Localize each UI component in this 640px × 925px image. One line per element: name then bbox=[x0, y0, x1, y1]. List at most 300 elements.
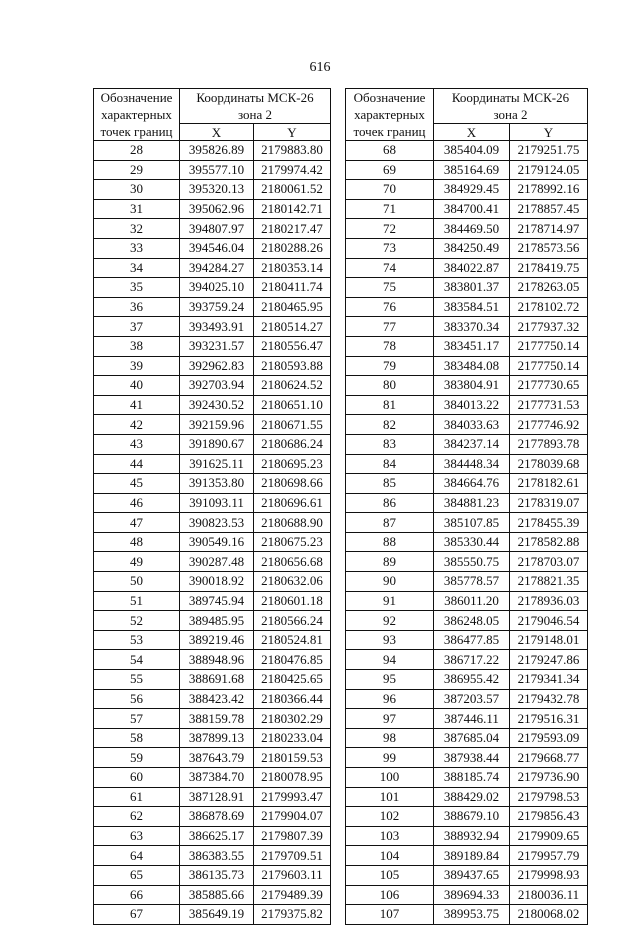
y-coordinate-cell: 2179341.34 bbox=[510, 670, 588, 690]
point-id-cell: 50 bbox=[94, 572, 180, 592]
x-coordinate-cell: 386135.73 bbox=[180, 865, 254, 885]
point-id-cell: 59 bbox=[94, 748, 180, 768]
table-row bbox=[94, 689, 331, 709]
table-row bbox=[94, 709, 331, 729]
table-row bbox=[94, 258, 331, 278]
x-coordinate-cell: 391093.11 bbox=[180, 493, 254, 513]
table-row bbox=[346, 493, 588, 513]
y-coordinate-cell: 2180656.68 bbox=[254, 552, 331, 572]
point-id-cell: 94 bbox=[346, 650, 434, 670]
y-coordinate-cell: 2180556.47 bbox=[254, 336, 331, 356]
point-id-cell: 65 bbox=[94, 865, 180, 885]
point-designation-header-line: Обозначение bbox=[100, 90, 173, 105]
table-row bbox=[346, 219, 588, 239]
point-id-cell: 76 bbox=[346, 297, 434, 317]
x-coordinate-cell: 384664.76 bbox=[434, 474, 510, 494]
y-coordinate-cell: 2179856.43 bbox=[510, 807, 588, 827]
x-coordinate-cell: 383804.91 bbox=[434, 376, 510, 396]
point-id-cell: 31 bbox=[94, 199, 180, 219]
point-id-cell: 38 bbox=[94, 336, 180, 356]
x-coordinate-cell: 391353.80 bbox=[180, 474, 254, 494]
page-number: 616 bbox=[309, 60, 331, 75]
x-coordinate-cell: 386878.69 bbox=[180, 807, 254, 827]
point-id-cell: 79 bbox=[346, 356, 434, 376]
y-header: Y bbox=[510, 124, 588, 141]
table-row bbox=[94, 650, 331, 670]
table-row bbox=[346, 905, 588, 925]
x-coordinate-cell: 395826.89 bbox=[180, 141, 254, 161]
y-coordinate-cell: 2180061.52 bbox=[254, 180, 331, 200]
table-row bbox=[346, 552, 588, 572]
y-coordinate-cell: 2179993.47 bbox=[254, 787, 331, 807]
point-id-cell: 90 bbox=[346, 572, 434, 592]
y-coordinate-cell: 2180302.29 bbox=[254, 709, 331, 729]
x-coordinate-cell: 387643.79 bbox=[180, 748, 254, 768]
table-row bbox=[346, 454, 588, 474]
x-coordinate-cell: 388679.10 bbox=[434, 807, 510, 827]
table-row bbox=[94, 846, 331, 866]
y-coordinate-cell: 2178857.45 bbox=[510, 199, 588, 219]
table-row bbox=[94, 552, 331, 572]
point-id-cell: 64 bbox=[94, 846, 180, 866]
point-id-cell: 83 bbox=[346, 434, 434, 454]
x-coordinate-cell: 388691.68 bbox=[180, 670, 254, 690]
point-id-cell: 45 bbox=[94, 474, 180, 494]
table-row bbox=[94, 278, 331, 298]
coordinates-table-left bbox=[93, 88, 331, 925]
x-coordinate-cell: 395577.10 bbox=[180, 160, 254, 180]
table-row bbox=[94, 199, 331, 219]
y-coordinate-cell: 2180686.24 bbox=[254, 434, 331, 454]
y-coordinate-cell: 2180036.11 bbox=[510, 885, 588, 905]
table-row bbox=[94, 297, 331, 317]
x-coordinate-cell: 386248.05 bbox=[434, 611, 510, 631]
point-id-cell: 81 bbox=[346, 395, 434, 415]
x-coordinate-cell: 394284.27 bbox=[180, 258, 254, 278]
x-coordinate-cell: 387899.13 bbox=[180, 728, 254, 748]
y-coordinate-cell: 2179798.53 bbox=[510, 787, 588, 807]
point-designation-header-line: точек границ bbox=[353, 124, 426, 139]
table-row bbox=[346, 630, 588, 650]
y-coordinate-cell: 2180524.81 bbox=[254, 630, 331, 650]
point-id-cell: 43 bbox=[94, 434, 180, 454]
table-row bbox=[346, 807, 588, 827]
point-designation-header-line: точек границ bbox=[100, 124, 173, 139]
coordinates-table-right bbox=[345, 88, 588, 925]
y-coordinate-cell: 2180651.10 bbox=[254, 395, 331, 415]
x-coordinate-cell: 385778.57 bbox=[434, 572, 510, 592]
y-coordinate-cell: 2179247.86 bbox=[510, 650, 588, 670]
y-coordinate-cell: 2177750.14 bbox=[510, 356, 588, 376]
table-row bbox=[346, 278, 588, 298]
y-coordinate-cell: 2179883.80 bbox=[254, 141, 331, 161]
x-coordinate-cell: 392430.52 bbox=[180, 395, 254, 415]
x-coordinate-cell: 391625.11 bbox=[180, 454, 254, 474]
point-id-cell: 96 bbox=[346, 689, 434, 709]
x-coordinate-cell: 386383.55 bbox=[180, 846, 254, 866]
x-coordinate-cell: 387128.91 bbox=[180, 787, 254, 807]
table-row bbox=[346, 336, 588, 356]
point-id-cell: 85 bbox=[346, 474, 434, 494]
y-coordinate-cell: 2180624.52 bbox=[254, 376, 331, 396]
x-coordinate-cell: 395320.13 bbox=[180, 180, 254, 200]
table-row bbox=[346, 434, 588, 454]
table-row bbox=[94, 670, 331, 690]
table-row bbox=[346, 885, 588, 905]
table-row bbox=[346, 415, 588, 435]
point-id-cell: 92 bbox=[346, 611, 434, 631]
table-row bbox=[346, 787, 588, 807]
x-coordinate-cell: 388948.96 bbox=[180, 650, 254, 670]
point-id-cell: 42 bbox=[94, 415, 180, 435]
coordinates-header-line: зона 2 bbox=[237, 107, 273, 122]
x-coordinate-cell: 384013.22 bbox=[434, 395, 510, 415]
table-row bbox=[346, 826, 588, 846]
y-coordinate-cell: 2179668.77 bbox=[510, 748, 588, 768]
x-coordinate-cell: 388932.94 bbox=[434, 826, 510, 846]
y-coordinate-cell: 2178573.56 bbox=[510, 238, 588, 258]
y-coordinate-cell: 2178039.68 bbox=[510, 454, 588, 474]
point-id-cell: 80 bbox=[346, 376, 434, 396]
point-designation-header-line: Обозначение bbox=[353, 90, 426, 105]
point-id-cell: 44 bbox=[94, 454, 180, 474]
y-coordinate-cell: 2178992.16 bbox=[510, 180, 588, 200]
x-coordinate-cell: 386625.17 bbox=[180, 826, 254, 846]
x-coordinate-cell: 384033.63 bbox=[434, 415, 510, 435]
point-id-cell: 82 bbox=[346, 415, 434, 435]
table-row bbox=[94, 454, 331, 474]
point-id-cell: 105 bbox=[346, 865, 434, 885]
y-coordinate-cell: 2177731.53 bbox=[510, 395, 588, 415]
y-coordinate-cell: 2180411.74 bbox=[254, 278, 331, 298]
y-coordinate-cell: 2180142.71 bbox=[254, 199, 331, 219]
x-coordinate-cell: 385107.85 bbox=[434, 513, 510, 533]
x-coordinate-cell: 393759.24 bbox=[180, 297, 254, 317]
table-row bbox=[94, 180, 331, 200]
point-id-cell: 101 bbox=[346, 787, 434, 807]
point-id-cell: 55 bbox=[94, 670, 180, 690]
x-coordinate-cell: 390549.16 bbox=[180, 532, 254, 552]
y-coordinate-cell: 2180696.61 bbox=[254, 493, 331, 513]
y-coordinate-cell: 2179736.90 bbox=[510, 768, 588, 788]
y-coordinate-cell: 2180514.27 bbox=[254, 317, 331, 337]
point-id-cell: 70 bbox=[346, 180, 434, 200]
x-coordinate-cell: 394807.97 bbox=[180, 219, 254, 239]
point-designation-header bbox=[346, 89, 434, 141]
y-coordinate-cell: 2180593.88 bbox=[254, 356, 331, 376]
point-id-cell: 37 bbox=[94, 317, 180, 337]
y-coordinate-cell: 2180695.23 bbox=[254, 454, 331, 474]
table-row bbox=[94, 356, 331, 376]
y-coordinate-cell: 2180425.65 bbox=[254, 670, 331, 690]
point-id-cell: 29 bbox=[94, 160, 180, 180]
x-coordinate-cell: 387685.04 bbox=[434, 728, 510, 748]
y-coordinate-cell: 2179251.75 bbox=[510, 141, 588, 161]
point-id-cell: 53 bbox=[94, 630, 180, 650]
point-id-cell: 68 bbox=[346, 141, 434, 161]
y-header: Y bbox=[254, 124, 331, 141]
x-coordinate-cell: 385330.44 bbox=[434, 532, 510, 552]
x-coordinate-cell: 384700.41 bbox=[434, 199, 510, 219]
x-coordinate-cell: 384881.23 bbox=[434, 493, 510, 513]
point-id-cell: 100 bbox=[346, 768, 434, 788]
y-coordinate-cell: 2180233.04 bbox=[254, 728, 331, 748]
x-coordinate-cell: 387938.44 bbox=[434, 748, 510, 768]
y-coordinate-cell: 2179603.11 bbox=[254, 865, 331, 885]
point-id-cell: 61 bbox=[94, 787, 180, 807]
y-coordinate-cell: 2180288.26 bbox=[254, 238, 331, 258]
x-coordinate-cell: 389745.94 bbox=[180, 591, 254, 611]
x-coordinate-cell: 384250.49 bbox=[434, 238, 510, 258]
point-id-cell: 54 bbox=[94, 650, 180, 670]
point-id-cell: 40 bbox=[94, 376, 180, 396]
table-row bbox=[346, 709, 588, 729]
point-id-cell: 36 bbox=[94, 297, 180, 317]
x-coordinate-cell: 392962.83 bbox=[180, 356, 254, 376]
y-coordinate-cell: 2179375.82 bbox=[254, 905, 331, 925]
table-row bbox=[346, 689, 588, 709]
table-row bbox=[346, 356, 588, 376]
table-row bbox=[346, 846, 588, 866]
table-row bbox=[94, 395, 331, 415]
y-coordinate-cell: 2178936.03 bbox=[510, 591, 588, 611]
point-id-cell: 89 bbox=[346, 552, 434, 572]
point-id-cell: 78 bbox=[346, 336, 434, 356]
x-coordinate-cell: 387203.57 bbox=[434, 689, 510, 709]
table-row bbox=[94, 219, 331, 239]
y-coordinate-cell: 2180353.14 bbox=[254, 258, 331, 278]
point-id-cell: 87 bbox=[346, 513, 434, 533]
y-coordinate-cell: 2178102.72 bbox=[510, 297, 588, 317]
y-coordinate-cell: 2180675.23 bbox=[254, 532, 331, 552]
point-designation-header bbox=[94, 89, 180, 141]
point-id-cell: 33 bbox=[94, 238, 180, 258]
x-coordinate-cell: 387384.70 bbox=[180, 768, 254, 788]
y-coordinate-cell: 2180476.85 bbox=[254, 650, 331, 670]
x-header: X bbox=[180, 124, 254, 141]
x-coordinate-cell: 389189.84 bbox=[434, 846, 510, 866]
y-coordinate-cell: 2179489.39 bbox=[254, 885, 331, 905]
point-id-cell: 98 bbox=[346, 728, 434, 748]
table-row bbox=[94, 826, 331, 846]
x-coordinate-cell: 383801.37 bbox=[434, 278, 510, 298]
x-coordinate-cell: 390018.92 bbox=[180, 572, 254, 592]
table-row bbox=[94, 141, 331, 161]
table-row bbox=[346, 670, 588, 690]
x-coordinate-cell: 395062.96 bbox=[180, 199, 254, 219]
point-id-cell: 34 bbox=[94, 258, 180, 278]
y-coordinate-cell: 2179516.31 bbox=[510, 709, 588, 729]
x-coordinate-cell: 384022.87 bbox=[434, 258, 510, 278]
point-id-cell: 35 bbox=[94, 278, 180, 298]
table-row bbox=[346, 317, 588, 337]
x-coordinate-cell: 385164.69 bbox=[434, 160, 510, 180]
x-coordinate-cell: 390287.48 bbox=[180, 552, 254, 572]
table-row bbox=[94, 238, 331, 258]
table-row bbox=[94, 905, 331, 925]
y-coordinate-cell: 2180632.06 bbox=[254, 572, 331, 592]
table-row bbox=[94, 787, 331, 807]
point-id-cell: 72 bbox=[346, 219, 434, 239]
table-row bbox=[94, 728, 331, 748]
table-row bbox=[346, 199, 588, 219]
table-row bbox=[94, 336, 331, 356]
y-coordinate-cell: 2180601.18 bbox=[254, 591, 331, 611]
y-coordinate-cell: 2179998.93 bbox=[510, 865, 588, 885]
coordinates-header bbox=[180, 89, 331, 124]
coordinates-header bbox=[434, 89, 588, 124]
x-coordinate-cell: 386011.20 bbox=[434, 591, 510, 611]
y-coordinate-cell: 2180465.95 bbox=[254, 297, 331, 317]
y-coordinate-cell: 2178455.39 bbox=[510, 513, 588, 533]
point-id-cell: 88 bbox=[346, 532, 434, 552]
point-id-cell: 103 bbox=[346, 826, 434, 846]
x-coordinate-cell: 385885.66 bbox=[180, 885, 254, 905]
point-id-cell: 71 bbox=[346, 199, 434, 219]
point-id-cell: 46 bbox=[94, 493, 180, 513]
table-row bbox=[346, 238, 588, 258]
table-row bbox=[346, 297, 588, 317]
x-coordinate-cell: 383370.34 bbox=[434, 317, 510, 337]
x-coordinate-cell: 389694.33 bbox=[434, 885, 510, 905]
y-coordinate-cell: 2179124.05 bbox=[510, 160, 588, 180]
point-id-cell: 58 bbox=[94, 728, 180, 748]
x-coordinate-cell: 392703.94 bbox=[180, 376, 254, 396]
point-id-cell: 52 bbox=[94, 611, 180, 631]
x-coordinate-cell: 393493.91 bbox=[180, 317, 254, 337]
y-coordinate-cell: 2179909.65 bbox=[510, 826, 588, 846]
point-id-cell: 93 bbox=[346, 630, 434, 650]
point-id-cell: 95 bbox=[346, 670, 434, 690]
x-coordinate-cell: 383584.51 bbox=[434, 297, 510, 317]
y-coordinate-cell: 2180159.53 bbox=[254, 748, 331, 768]
y-coordinate-cell: 2178419.75 bbox=[510, 258, 588, 278]
x-coordinate-cell: 390823.53 bbox=[180, 513, 254, 533]
y-coordinate-cell: 2179904.07 bbox=[254, 807, 331, 827]
y-coordinate-cell: 2179432.78 bbox=[510, 689, 588, 709]
x-coordinate-cell: 388185.74 bbox=[434, 768, 510, 788]
point-id-cell: 104 bbox=[346, 846, 434, 866]
y-coordinate-cell: 2178263.05 bbox=[510, 278, 588, 298]
y-coordinate-cell: 2180366.44 bbox=[254, 689, 331, 709]
x-coordinate-cell: 385649.19 bbox=[180, 905, 254, 925]
y-coordinate-cell: 2180566.24 bbox=[254, 611, 331, 631]
x-coordinate-cell: 386955.42 bbox=[434, 670, 510, 690]
point-id-cell: 97 bbox=[346, 709, 434, 729]
y-coordinate-cell: 2178714.97 bbox=[510, 219, 588, 239]
x-coordinate-cell: 388429.02 bbox=[434, 787, 510, 807]
table-row bbox=[94, 885, 331, 905]
y-coordinate-cell: 2180068.02 bbox=[510, 905, 588, 925]
table-row bbox=[346, 180, 588, 200]
x-coordinate-cell: 385550.75 bbox=[434, 552, 510, 572]
table-row bbox=[94, 513, 331, 533]
x-coordinate-cell: 384929.45 bbox=[434, 180, 510, 200]
x-coordinate-cell: 384448.34 bbox=[434, 454, 510, 474]
table-row bbox=[94, 532, 331, 552]
table-row bbox=[346, 532, 588, 552]
point-id-cell: 99 bbox=[346, 748, 434, 768]
x-coordinate-cell: 389485.95 bbox=[180, 611, 254, 631]
point-id-cell: 49 bbox=[94, 552, 180, 572]
table-row bbox=[346, 728, 588, 748]
table-row bbox=[346, 748, 588, 768]
point-id-cell: 56 bbox=[94, 689, 180, 709]
x-coordinate-cell: 383484.08 bbox=[434, 356, 510, 376]
table-row bbox=[346, 611, 588, 631]
table-row bbox=[346, 768, 588, 788]
point-id-cell: 67 bbox=[94, 905, 180, 925]
x-coordinate-cell: 394025.10 bbox=[180, 278, 254, 298]
point-id-cell: 73 bbox=[346, 238, 434, 258]
coordinates-header-line: Координаты МСК-26 bbox=[451, 90, 570, 105]
x-coordinate-cell: 389437.65 bbox=[434, 865, 510, 885]
y-coordinate-cell: 2179974.42 bbox=[254, 160, 331, 180]
y-coordinate-cell: 2179957.79 bbox=[510, 846, 588, 866]
point-id-cell: 51 bbox=[94, 591, 180, 611]
x-coordinate-cell: 391890.67 bbox=[180, 434, 254, 454]
y-coordinate-cell: 2177730.65 bbox=[510, 376, 588, 396]
x-coordinate-cell: 383451.17 bbox=[434, 336, 510, 356]
point-id-cell: 47 bbox=[94, 513, 180, 533]
point-id-cell: 60 bbox=[94, 768, 180, 788]
table-row bbox=[346, 141, 588, 161]
point-id-cell: 107 bbox=[346, 905, 434, 925]
y-coordinate-cell: 2177750.14 bbox=[510, 336, 588, 356]
table-row bbox=[94, 434, 331, 454]
point-designation-header-line: характерных bbox=[354, 107, 425, 122]
y-coordinate-cell: 2180217.47 bbox=[254, 219, 331, 239]
y-coordinate-cell: 2179148.01 bbox=[510, 630, 588, 650]
point-id-cell: 69 bbox=[346, 160, 434, 180]
table-row bbox=[94, 591, 331, 611]
y-coordinate-cell: 2178582.88 bbox=[510, 532, 588, 552]
point-designation-header-line: характерных bbox=[101, 107, 172, 122]
table-row bbox=[346, 650, 588, 670]
point-id-cell: 74 bbox=[346, 258, 434, 278]
point-id-cell: 62 bbox=[94, 807, 180, 827]
table-row bbox=[346, 513, 588, 533]
table-row bbox=[346, 865, 588, 885]
table-row bbox=[94, 493, 331, 513]
table-row bbox=[94, 630, 331, 650]
y-coordinate-cell: 2178319.07 bbox=[510, 493, 588, 513]
x-coordinate-cell: 393231.57 bbox=[180, 336, 254, 356]
y-coordinate-cell: 2179709.51 bbox=[254, 846, 331, 866]
y-coordinate-cell: 2177746.92 bbox=[510, 415, 588, 435]
point-id-cell: 75 bbox=[346, 278, 434, 298]
point-id-cell: 48 bbox=[94, 532, 180, 552]
x-coordinate-cell: 386477.85 bbox=[434, 630, 510, 650]
point-id-cell: 106 bbox=[346, 885, 434, 905]
x-header: X bbox=[434, 124, 510, 141]
x-coordinate-cell: 394546.04 bbox=[180, 238, 254, 258]
coordinates-header-line: зона 2 bbox=[493, 107, 528, 122]
x-coordinate-cell: 387446.11 bbox=[434, 709, 510, 729]
y-coordinate-cell: 2177893.78 bbox=[510, 434, 588, 454]
x-coordinate-cell: 389219.46 bbox=[180, 630, 254, 650]
y-coordinate-cell: 2178703.07 bbox=[510, 552, 588, 572]
y-coordinate-cell: 2178821.35 bbox=[510, 572, 588, 592]
y-coordinate-cell: 2179593.09 bbox=[510, 728, 588, 748]
point-id-cell: 77 bbox=[346, 317, 434, 337]
table-row bbox=[346, 395, 588, 415]
point-id-cell: 30 bbox=[94, 180, 180, 200]
y-coordinate-cell: 2179807.39 bbox=[254, 826, 331, 846]
point-id-cell: 57 bbox=[94, 709, 180, 729]
table-row bbox=[94, 415, 331, 435]
y-coordinate-cell: 2180078.95 bbox=[254, 768, 331, 788]
